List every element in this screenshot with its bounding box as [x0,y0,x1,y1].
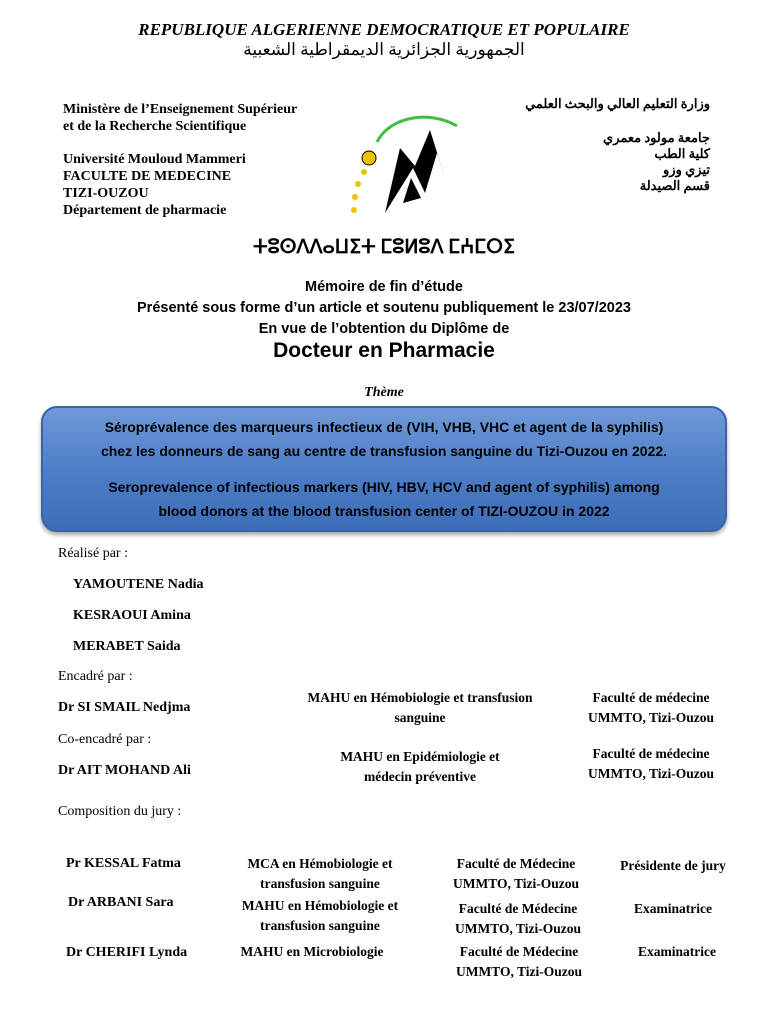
encadrant-place-line-2: UMMTO, Tizi-Ouzou [587,710,714,725]
jury-member-1-title-line-1: MCA en Hémobiologie et [247,856,393,871]
realise-label: Réalisé par : [58,546,128,561]
jury-member-3-title [222,942,402,962]
jury-member-1-role: Présidente de jury [620,858,726,873]
department-name: Département de pharmacie [63,203,227,218]
memoire-line-2: Présenté sous forme d’un article et soutenu publiquement le 23/07/2023 [137,300,631,316]
jury-member-2-title-line-2: transfusion sanguine [260,918,380,933]
jury-member-2-title [222,896,418,936]
jury-member-3-place-line-2: UMMTO, Tizi-Ouzou [455,964,582,979]
jury-member-2-name: Dr ARBANI Sara [68,895,174,910]
city-ar: تيزي وزو [663,162,710,177]
theme-en [41,475,727,523]
jury-member-2-title-line-1: MAHU en Hémobiologie et [241,898,399,913]
city-name: TIZI-OUZOU [63,186,149,201]
encadrant-title-line-2: sanguine [394,710,446,725]
jury-member-1-place-line-2: UMMTO, Tizi-Ouzou [452,876,579,891]
institution-fr-block [63,101,297,219]
coencadrant-title [280,747,560,787]
coencadre-label: Co-encadré par : [58,732,152,747]
tifinagh-university-name: ⵜⵓⵙⴷⴷⴰⵡⵉⵜ ⵎⵓⵍⵓⴷ ⵎⵄⵎⵔⵉ [253,237,515,258]
author-3: MERABET Saida [73,639,181,654]
republic-title-fr: REPUBLIQUE ALGERIENNE DEMOCRATIQUE ET POPULAIRE [138,20,630,39]
encadrant-title-line-1: MAHU en Hémobiologie et transfusion [307,690,533,705]
memoire-block [0,277,768,340]
encadrant-place [565,688,737,728]
jury-member-2-place-line-2: UMMTO, Tizi-Ouzou [454,921,581,936]
ministry-line-2: et de la Recherche Scientifique [63,119,247,134]
jury-member-3-name: Dr CHERIFI Lynda [66,945,188,960]
author-1: YAMOUTENE Nadia [73,577,204,592]
encadrant-name: Dr SI SMAIL Nedjma [58,700,191,715]
university-ar: جامعة مولود معمري [603,130,710,145]
jury-member-2-place [432,899,604,939]
coencadrant-title-line-2: médecin préventive [363,769,477,784]
ministry-ar: وزارة التعليم العالي والبحث العلمي [525,96,710,111]
jury-label: Composition du jury : [58,804,182,819]
republic-title-ar: الجمهورية الجزائرية الديمقراطية الشعبية [243,40,525,59]
encadre-label: Encadré par : [58,669,133,684]
jury-member-3-place-line-1: Faculté de Médecine [459,944,579,959]
diploma-title: Docteur en Pharmacie [273,339,495,362]
jury-member-1-place [430,854,602,894]
author-2: KESRAOUI Amina [73,608,191,623]
theme-fr [41,415,727,463]
coencadrant-name: Dr AIT MOHAND Ali [58,763,191,778]
jury-member-3-role: Examinatrice [638,944,716,959]
theme-en-line-2: blood donors at the blood transfusion center of TIZI-OUZOU in 2022 [158,503,610,519]
university-name: Université Mouloud Mammeri [63,152,246,167]
jury-member-1-title-line-2: transfusion sanguine [260,876,380,891]
jury-member-1-title [222,854,418,894]
encadrant-title [280,688,560,728]
university-logo-icon [345,108,465,220]
coencadrant-place-line-2: UMMTO, Tizi-Ouzou [587,766,714,781]
department-ar: قسم الصيدلة [639,178,710,193]
theme-fr-line-2: chez les donneurs de sang au centre de transfusion sanguine du Tizi-Ouzou en 2022. [100,443,668,459]
jury-member-3-place [433,942,605,982]
theme-fr-line-1: Séroprévalence des marqueurs infectieux de (VIH, VHB, VHC et agent de la syphilis) [104,419,664,435]
encadrant-place-line-1: Faculté de médecine [592,690,710,705]
faculty-name: FACULTE DE MEDECINE [63,169,232,184]
coencadrant-place [565,744,737,784]
institution-ar-block [525,96,710,194]
jury-member-1-place-line-1: Faculté de Médecine [456,856,576,871]
jury-member-2-place-line-1: Faculté de Médecine [458,901,578,916]
theme-en-line-1: Seroprevalence of infectious markers (HIV, HBV, HCV and agent of syphilis) among [108,479,660,495]
ministry-line-1: Ministère de l’Enseignement Supérieur [63,102,298,117]
jury-member-1-name: Pr KESSAL Fatma [66,856,181,871]
faculty-ar: كلية الطب [654,146,710,161]
memoire-line-3: En vue de l’obtention du Diplôme de [258,321,510,337]
coencadrant-place-line-1: Faculté de médecine [592,746,710,761]
coencadrant-title-line-1: MAHU en Epidémiologie et [340,749,500,764]
memoire-line-1: Mémoire de fin d’étude [305,279,463,295]
theme-label: Thème [364,385,404,400]
jury-member-3-title-line-1: MAHU en Microbiologie [240,944,384,959]
jury-member-2-role: Examinatrice [634,901,712,916]
